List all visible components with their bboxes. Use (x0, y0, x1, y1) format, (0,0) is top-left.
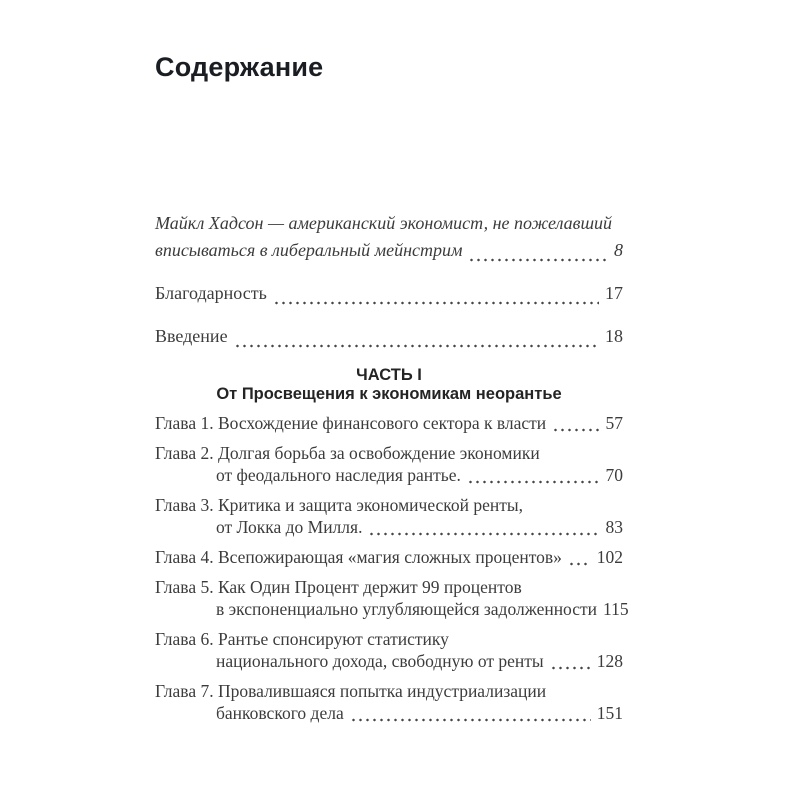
toc-entry-chapter-7 (155, 680, 623, 724)
toc-entry-chapter-3 (155, 494, 623, 538)
toc-entry-text: Глава 3. Критика и защита экономической ренты, (155, 495, 524, 515)
toc-entry-line (155, 464, 623, 486)
toc-entry-text: от Локка до Милля. (216, 517, 363, 537)
toc-entry-text: Глава 1. Восхождение финансового сектора к власти (155, 413, 547, 433)
dot-leader (551, 420, 599, 434)
toc-entry-chapter-5 (155, 576, 629, 620)
page-number: 83 (605, 517, 623, 537)
part-subtitle: От Просвещения к экономикам неорантье (216, 385, 562, 403)
page-number: 17 (605, 283, 623, 303)
page-number: 128 (596, 651, 623, 671)
toc-entry-line (155, 576, 623, 598)
toc-entry-line (155, 210, 623, 237)
toc-entry-text: вписываться в либеральный мейнстрим (155, 240, 463, 260)
toc-entry-chapter-2 (155, 442, 623, 486)
page-number: 8 (614, 240, 623, 260)
toc-entry-line (155, 412, 623, 434)
chapters-section (155, 412, 629, 724)
page-number: 70 (605, 465, 623, 485)
toc-entry-chapter-6 (155, 628, 623, 672)
toc-entry-author-note (155, 210, 623, 264)
dot-leader (349, 710, 591, 724)
dot-leader (549, 658, 591, 672)
page-number: 57 (605, 413, 623, 433)
toc-entry-line (155, 237, 623, 264)
toc-entry-line (155, 494, 623, 516)
toc-entry-line (155, 280, 623, 307)
toc-entry-acknowledgements (155, 280, 623, 307)
front-matter-section (155, 210, 623, 350)
dot-leader (567, 554, 591, 568)
toc-entry-introduction (155, 323, 623, 350)
dot-leader (272, 293, 599, 307)
toc-entry-text: банковского дела (216, 703, 344, 723)
toc-entry-text: Введение (155, 326, 228, 346)
toc-entry-line (155, 546, 623, 568)
part-heading (155, 366, 623, 404)
toc-entry-text: Майкл Хадсон — американский экономист, не пожелавший (155, 213, 613, 233)
toc-entry-line (155, 442, 623, 464)
toc-entry-text: Благодарность (155, 283, 267, 303)
toc-entry-line (155, 628, 623, 650)
dot-leader (367, 524, 599, 538)
toc-entry-chapter-4 (155, 546, 623, 568)
toc-entry-line (155, 650, 623, 672)
toc-entry-text: Глава 5. Как Один Процент держит 99 процентов (155, 577, 522, 597)
toc-entry-text: в экспоненциально углубляющейся задолженности (216, 599, 598, 619)
toc-entry-line (155, 680, 623, 702)
dot-leader (233, 336, 599, 350)
toc-entry-line (155, 516, 623, 538)
toc-entry-text: Глава 2. Долгая борьба за освобождение экономики (155, 443, 540, 463)
toc-entry-line (155, 598, 629, 620)
toc-entry-line (155, 323, 623, 350)
toc-entry-chapter-1 (155, 412, 623, 434)
page-title: Содержание (155, 52, 324, 82)
book-toc-page (155, 0, 629, 724)
dot-leader (466, 472, 600, 486)
toc-entry-text: Глава 7. Провалившаяся попытка индустриализации (155, 681, 547, 701)
page-number: 151 (596, 703, 623, 723)
page-number: 18 (605, 326, 623, 346)
dot-leader (467, 250, 608, 264)
part-label: ЧАСТЬ I (356, 366, 422, 384)
toc-entry-text: национального дохода, свободную от ренты (216, 651, 544, 671)
toc-entry-line (155, 702, 623, 724)
toc-entry-text: Глава 4. Всепожирающая «магия сложных процентов» (155, 547, 562, 567)
toc-entry-text: Глава 6. Рантье спонсируют статистику (155, 629, 449, 649)
page-number: 115 (603, 599, 629, 619)
page-number: 102 (596, 547, 623, 567)
toc-entry-text: от феодального наследия рантье. (216, 465, 461, 485)
